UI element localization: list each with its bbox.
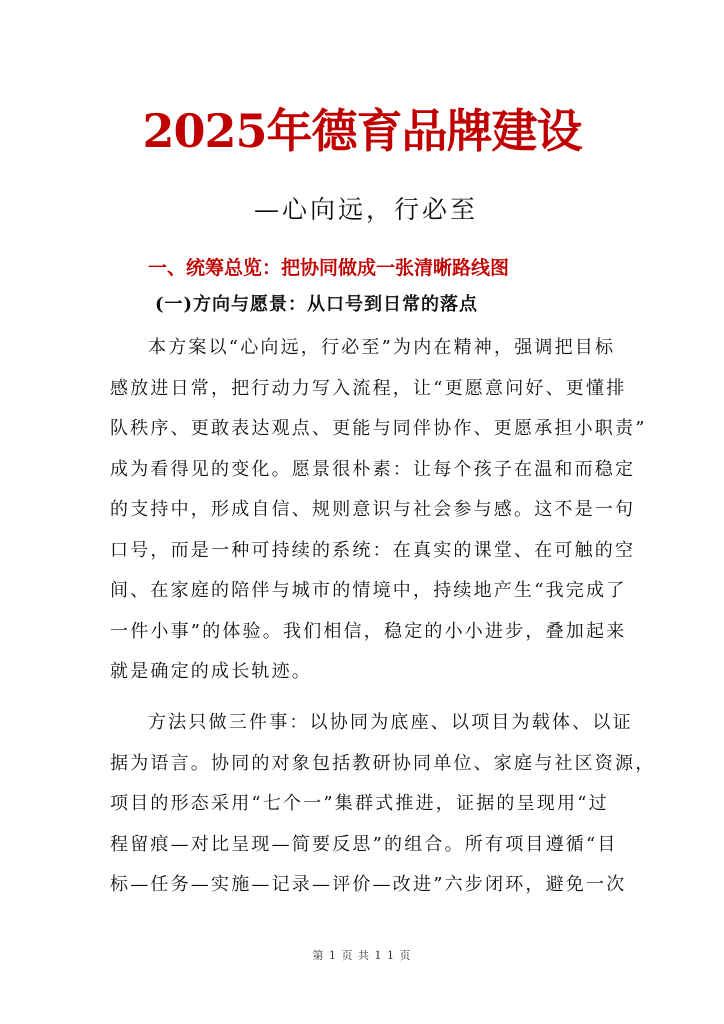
document-title: 2025年德育品牌建设 xyxy=(142,104,582,158)
paragraph-line: 项目的形态采用“七个一”集群式推进，证据的呈现用“过 xyxy=(110,793,609,814)
section-heading: 一、统筹总览：把协同做成一张清晰路线图 xyxy=(148,257,510,279)
paragraph-line: 的支持中，形成自信、规则意识与社会参与感。这不是一句 xyxy=(110,499,636,520)
paragraph-line: 方法只做三件事：以协同为底座、以项目为载体、以证 xyxy=(148,712,633,733)
paragraph-line: 标—任务—实施—记录—评价—改进”六步闭环，避免一次 xyxy=(110,874,627,895)
paragraph-line: 一件小事”的体验。我们相信，稳定的小小进步，叠加起来 xyxy=(110,620,627,642)
subsection-heading: (一)方向与愿景：从口号到日常的落点 xyxy=(155,294,479,315)
paragraph-line: 感放进日常，把行动力写入流程，让“更愿意问好、更懂排 xyxy=(110,377,627,399)
paragraph-line: 据为语言。协同的对象包括教研协同单位、家庭与社区资源， xyxy=(110,752,656,774)
paragraph-1 xyxy=(110,328,647,693)
paragraph-line: 就是确定的成长轨迹。 xyxy=(110,661,312,682)
paragraph-line: 本方案以“心向远，行必至”为内在精神，强调把目标 xyxy=(148,337,616,358)
document-subtitle: —心向远，行必至 xyxy=(253,195,478,224)
paragraph-line: 程留痕—对比呈现—简要反思”的组合。所有项目遵循“目 xyxy=(110,833,618,855)
paragraph-2 xyxy=(110,703,656,906)
paragraph-line: 成为看得见的变化。愿景很朴素：让每个孩子在温和而稳定 xyxy=(110,458,636,480)
page-footer: 第 1 页 共 1 1 页 xyxy=(312,949,412,962)
paragraph-line: 间、在家庭的陪伴与城市的情境中，持续地产生“我完成了 xyxy=(110,580,627,601)
paragraph-line: 口号，而是一种可持续的系统：在真实的课堂、在可触的空 xyxy=(110,539,636,561)
paragraph-line: 队秩序、更敢表达观点、更能与同伴协作、更愿承担小职责” xyxy=(110,418,647,439)
